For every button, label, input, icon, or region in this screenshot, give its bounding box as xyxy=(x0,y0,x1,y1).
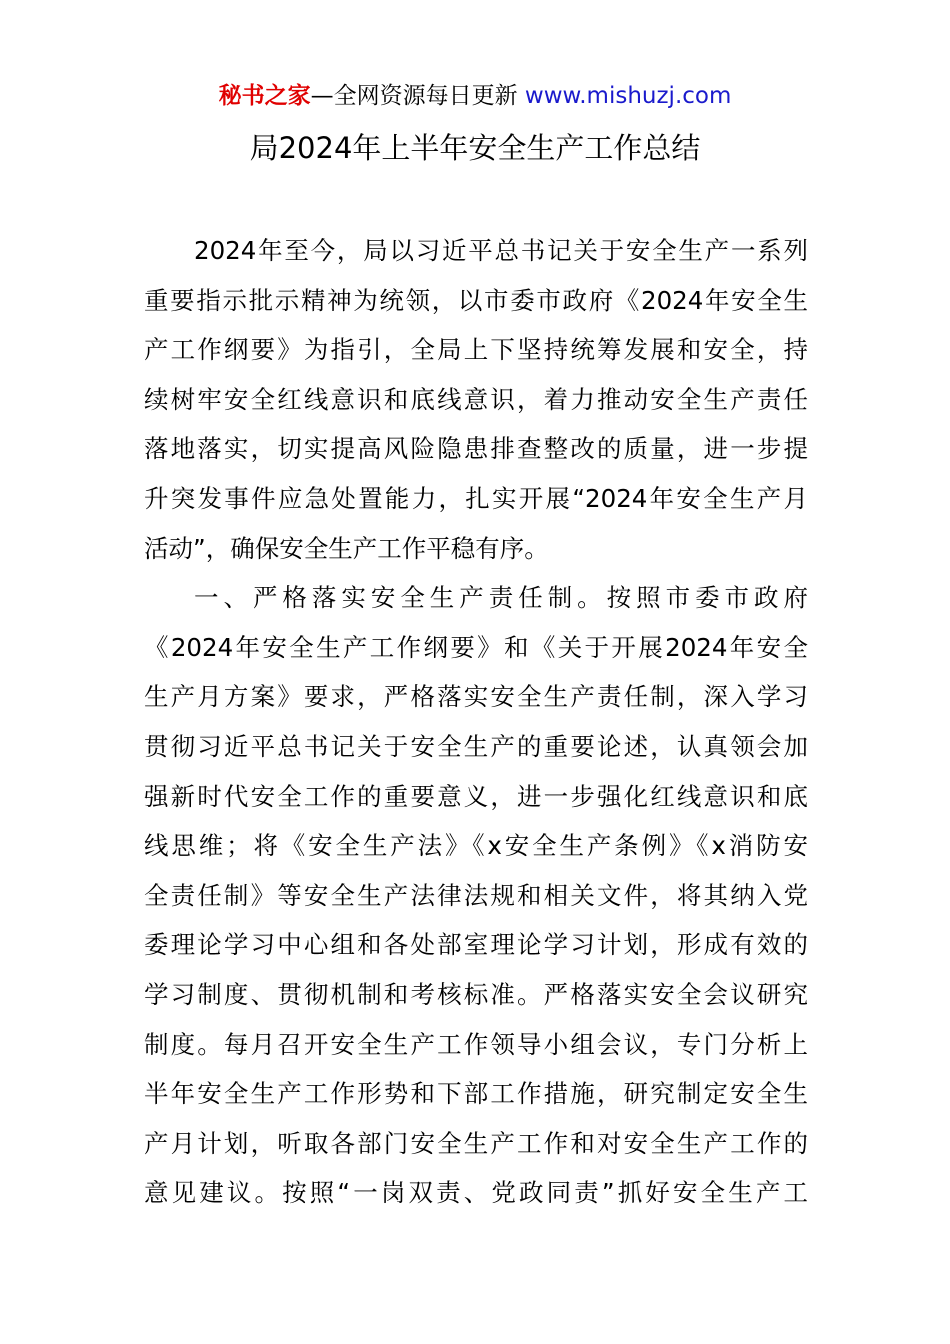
paragraph-line: 制度。每月召开安全生产工作领导小组会议，专门分析上 xyxy=(144,1029,808,1059)
paragraph-line: 贯彻习近平总书记关于安全生产的重要论述，认真领会加 xyxy=(144,731,808,761)
site-url-link[interactable]: www.mishuzj.com xyxy=(524,83,732,109)
paragraph-line: 《2024年安全生产工作纲要》和《关于开展2024年安全 xyxy=(144,632,808,662)
paragraph-line: 半年安全生产工作形势和下部工作措施，研究制定安全生 xyxy=(144,1079,808,1109)
paragraph-line: 活动”，确保安全生产工作平稳有序。 xyxy=(144,533,549,563)
paragraph-line: 2024年至今，局以习近平总书记关于安全生产一系列 xyxy=(194,236,808,265)
paragraph-line: 升突发事件应急处置能力，扎实开展“2024年安全生产月 xyxy=(144,483,808,513)
paragraph-line: 全责任制》等安全生产法律法规和相关文件，将其纳入党 xyxy=(144,880,808,910)
paragraph-line: 生产月方案》要求，严格落实安全生产责任制，深入学习 xyxy=(144,682,808,712)
paragraph-line: 学习制度、贯彻机制和考核标准。严格落实安全会议研究 xyxy=(144,979,808,1009)
paragraph-line: 线思维；将《安全生产法》《x安全生产条例》《x消防安 xyxy=(144,831,808,861)
site-tagline: —全网资源每日更新 xyxy=(310,83,518,109)
paragraph-line: 产月计划，听取各部门安全生产工作和对安全生产工作的 xyxy=(144,1128,808,1158)
paragraph-line: 意见建议。按照“一岗双责、党政同责”抓好安全生产工 xyxy=(144,1178,808,1208)
document-title: 局2024年上半年安全生产工作总结 xyxy=(249,131,701,165)
site-header xyxy=(0,80,950,112)
site-brand: 秘书之家 xyxy=(218,83,311,109)
document-body xyxy=(144,226,808,1218)
paragraph-line: 产工作纲要》为指引，全局上下坚持统筹发展和安全，持 xyxy=(144,335,808,365)
paragraph-line: 续树牢安全红线意识和底线意识，着力推动安全生产责任 xyxy=(144,384,808,414)
paragraph-line: 委理论学习中心组和各处部室理论学习计划，形成有效的 xyxy=(144,930,808,960)
paragraph-line: 强新时代安全工作的重要意义，进一步强化红线意识和底 xyxy=(144,781,808,811)
paragraph-line: 重要指示批示精神为统领，以市委市政府《2024年安全生 xyxy=(144,285,808,315)
paragraph-line: 落地落实，切实提高风险隐患排查整改的质量，进一步提 xyxy=(144,434,808,464)
section-heading-line: 一、严格落实安全生产责任制。按照市委市政府 xyxy=(194,583,808,613)
